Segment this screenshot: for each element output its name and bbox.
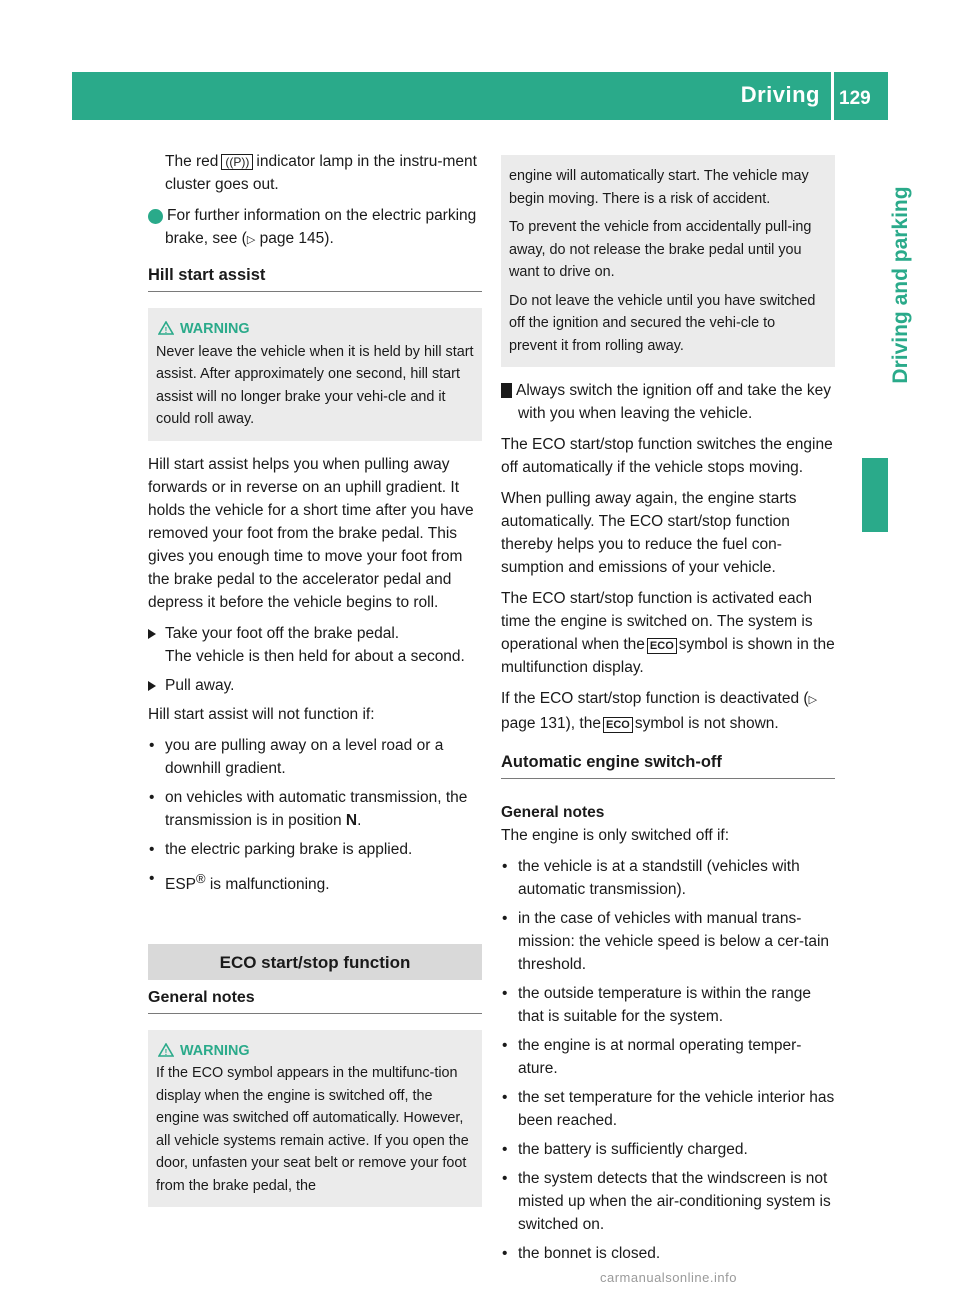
header-divider <box>831 72 834 120</box>
info-note: i For further information on the electric parking brake, see (▷ page 145). <box>145 207 477 247</box>
list-item: • the battery is sufficiently charged. <box>501 1138 835 1161</box>
warning-box-eco-continued <box>501 155 835 367</box>
step-item: Pull away. <box>148 674 482 697</box>
eco-paragraph: If the ECO start/stop function is deactivated (▷ page 131), the ECO symbol is not shown. <box>501 690 818 732</box>
only-if-intro: The engine is only switched off if: <box>501 827 730 844</box>
warning-text: engine will automatically start. The vehicle may begin moving. There is a risk of accident. <box>509 168 809 207</box>
step-item: Take your foot off the brake pedal. The vehicle is then held for about a second. <box>148 622 482 668</box>
list-item: • ESP® is malfunctioning. <box>148 867 482 896</box>
list-item: • the bonnet is closed. <box>501 1242 835 1265</box>
page-ref-131[interactable]: page 131), the <box>501 715 601 732</box>
page-ref-arrow-icon: ▷ <box>246 234 256 246</box>
page-ref-145[interactable]: page 145). <box>259 230 334 247</box>
warning-triangle-icon <box>158 1043 174 1057</box>
list-item: • on vehicles with automatic transmission, the transmission is in position N. <box>148 786 482 832</box>
side-tab-label: Driving and parking <box>889 186 912 384</box>
eco-paragraph: The ECO start/stop function switches the engine off automatically if the vehicle stops moving. <box>501 436 833 476</box>
warning-text: To prevent the vehicle from accidentally pull-ing away, do not release the brake pedal until you want to drive on. <box>509 219 812 280</box>
warning-box-hill <box>148 308 482 441</box>
info-icon: i <box>148 209 163 224</box>
list-item: • you are pulling away on a level road or a downhill gradient. <box>148 734 482 780</box>
not-function-intro: Hill start assist will not function if: <box>148 705 375 723</box>
warning-title: ! WARNING <box>156 318 474 341</box>
list-item: • the system detects that the windscreen is not misted up when the air-conditioning system is switched on. <box>501 1167 835 1236</box>
warning-text: Do not leave the vehicle until you have switched off the ignition and secured the vehi-cle to prevent it from rolling away. <box>509 292 816 354</box>
caution-icon: ! <box>501 383 512 398</box>
intro-paragraph: The red ((P)) indicator lamp in the instru-ment cluster goes out. <box>165 153 477 193</box>
list-item: • in the case of vehicles with manual trans-mission: the vehicle speed is below a cer-tain threshold. <box>501 907 835 976</box>
eco-paragraph: When pulling away again, the engine starts automatically. The ECO start/stop function thereby helps you to reduce the fuel con-sumption and emissions of your vehicle. <box>501 490 797 576</box>
heading-automatic-switch-off: Automatic engine switch-off <box>501 751 835 779</box>
watermark: carmanualsonline.info <box>600 1270 737 1285</box>
subheading-general-notes: General notes <box>148 986 482 1014</box>
warning-text: If the ECO symbol appears in the multifunc-tion display when the engine is switched off, the engine was switched off automatically. However, all vehicle systems remain active. If you open the door, unfasten your seat belt or remove your foot from the brake pedal, the <box>156 1065 469 1194</box>
warning-triangle-icon <box>158 321 174 335</box>
eco-symbol-icon: ECO <box>603 717 633 733</box>
svg-text:!: ! <box>164 1047 168 1057</box>
step-arrow-icon <box>148 629 156 639</box>
list-item: • the electric parking brake is applied. <box>148 838 482 861</box>
subheading-general-notes: General notes <box>501 804 605 821</box>
svg-text:!: ! <box>164 326 168 335</box>
step-arrow-icon <box>148 681 156 691</box>
page-ref-arrow-icon: ▷ <box>808 694 818 706</box>
left-column <box>145 150 482 1219</box>
warning-box-eco <box>148 1030 482 1208</box>
right-column <box>496 155 835 1271</box>
eco-paragraph: The ECO start/stop function is activated each time the engine is switched on. The system is operational when the ECO symbol is shown in the multifunction display. <box>501 590 835 676</box>
list-item: • the set temperature for the vehicle interior has been reached. <box>501 1086 835 1132</box>
page-section-title: Driving <box>740 82 820 107</box>
heading-eco-start-stop: ECO start/stop function <box>148 944 482 980</box>
list-item: • the engine is at normal operating temper-ature. <box>501 1034 835 1080</box>
heading-hill-start-assist: Hill start assist <box>148 264 482 292</box>
warning-text: Never leave the vehicle when it is held by hill start assist. After approximately one second, hill start assist will no longer brake your vehi-cle and it could roll away. <box>156 343 474 427</box>
hill-description: Hill start assist helps you when pulling away forwards or in reverse on an uphill gradient. It holds the vehicle for a short time after you have removed your foot from the brake pedal. This gives you enough time to move your foot from the brake pedal to the accelerator pedal and depress it before the vehicle begins to roll. <box>148 455 474 611</box>
list-item: • the outside temperature is within the range that is suitable for the system. <box>501 982 835 1028</box>
side-tab <box>886 120 916 450</box>
caution-note: ! Always switch the ignition off and take the key with you when leaving the vehicle. <box>496 382 832 422</box>
parking-brake-lamp-icon: ((P)) <box>221 154 253 170</box>
side-tab-marker <box>862 458 888 532</box>
warning-title: ! WARNING <box>156 1040 474 1063</box>
list-item: • the vehicle is at a standstill (vehicles with automatic transmission). <box>501 855 835 901</box>
page-number: 129 <box>839 88 871 109</box>
eco-symbol-icon: ECO <box>647 638 677 654</box>
